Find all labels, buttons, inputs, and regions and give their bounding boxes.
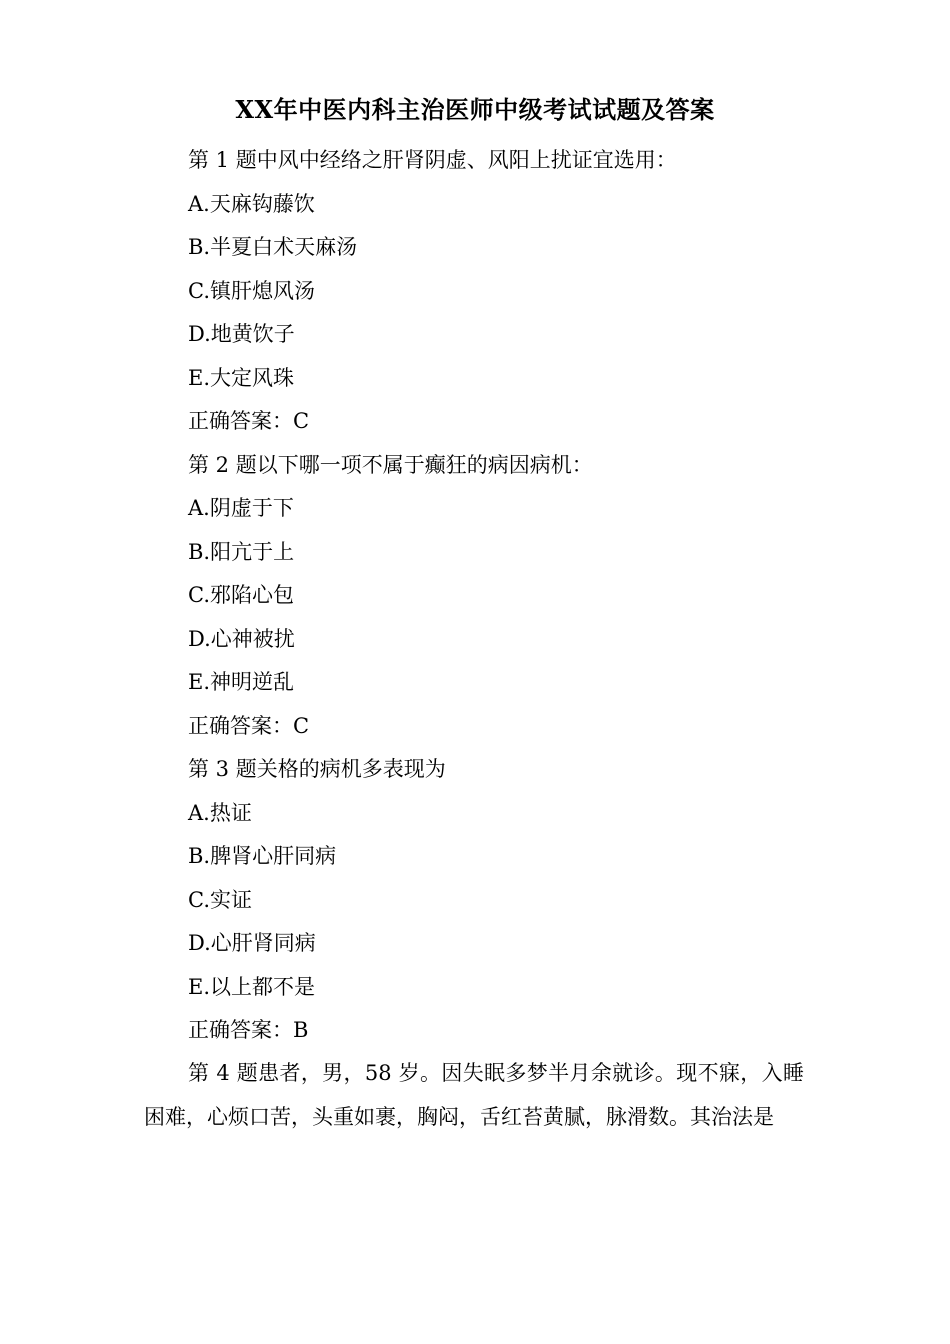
question-2-stem: 第 2 题以下哪一项不属于癫狂的病因病机： [188,453,593,477]
question-1-option-a: A.天麻钩藤饮 [188,192,315,216]
question-3-option-b: B.脾肾心肝同病 [188,844,337,868]
question-3-option-c: C.实证 [188,888,252,912]
question-3-answer: 正确答案：B [188,1018,309,1042]
question-3-option-a: A.热证 [188,801,252,825]
question-1-option-d: D.地黄饮子 [188,322,295,346]
question-1-option-b: B.半夏白术天麻汤 [188,235,358,259]
question-2-option-b: B.阳亢于上 [188,540,295,564]
question-2-answer: 正确答案：C [188,714,310,738]
question-2-option-e: E.神明逆乱 [188,670,295,694]
question-1-answer: 正确答案：C [188,409,310,433]
question-2-option-d: D.心神被扰 [188,627,295,651]
question-1-option-e: E.大定风珠 [188,366,295,390]
question-3-stem: 第 3 题关格的病机多表现为 [188,757,446,781]
question-2-option-a: A.阴虚于下 [188,496,294,520]
question-3-option-e: E.以上都不是 [188,975,316,999]
question-3-option-d: D.心肝肾同病 [188,931,316,955]
question-1-option-c: C.镇肝熄风汤 [188,279,315,303]
question-4-stem: 第 4 题患者，男，58 岁。因失眠多梦半月余就诊。现不寐，入睡困难，心烦口苦，头重如裹，胸闷，舌红苔黄腻，脉滑数。其治法是 [144,1061,804,1129]
question-1-stem: 第 1 题中风中经络之肝肾阴虚、风阳上扰证宜选用： [188,148,677,172]
question-2-option-c: C.邪陷心包 [188,583,294,607]
document-title: XX年中医内科主治医师中级考试试题及答案 [235,95,715,124]
